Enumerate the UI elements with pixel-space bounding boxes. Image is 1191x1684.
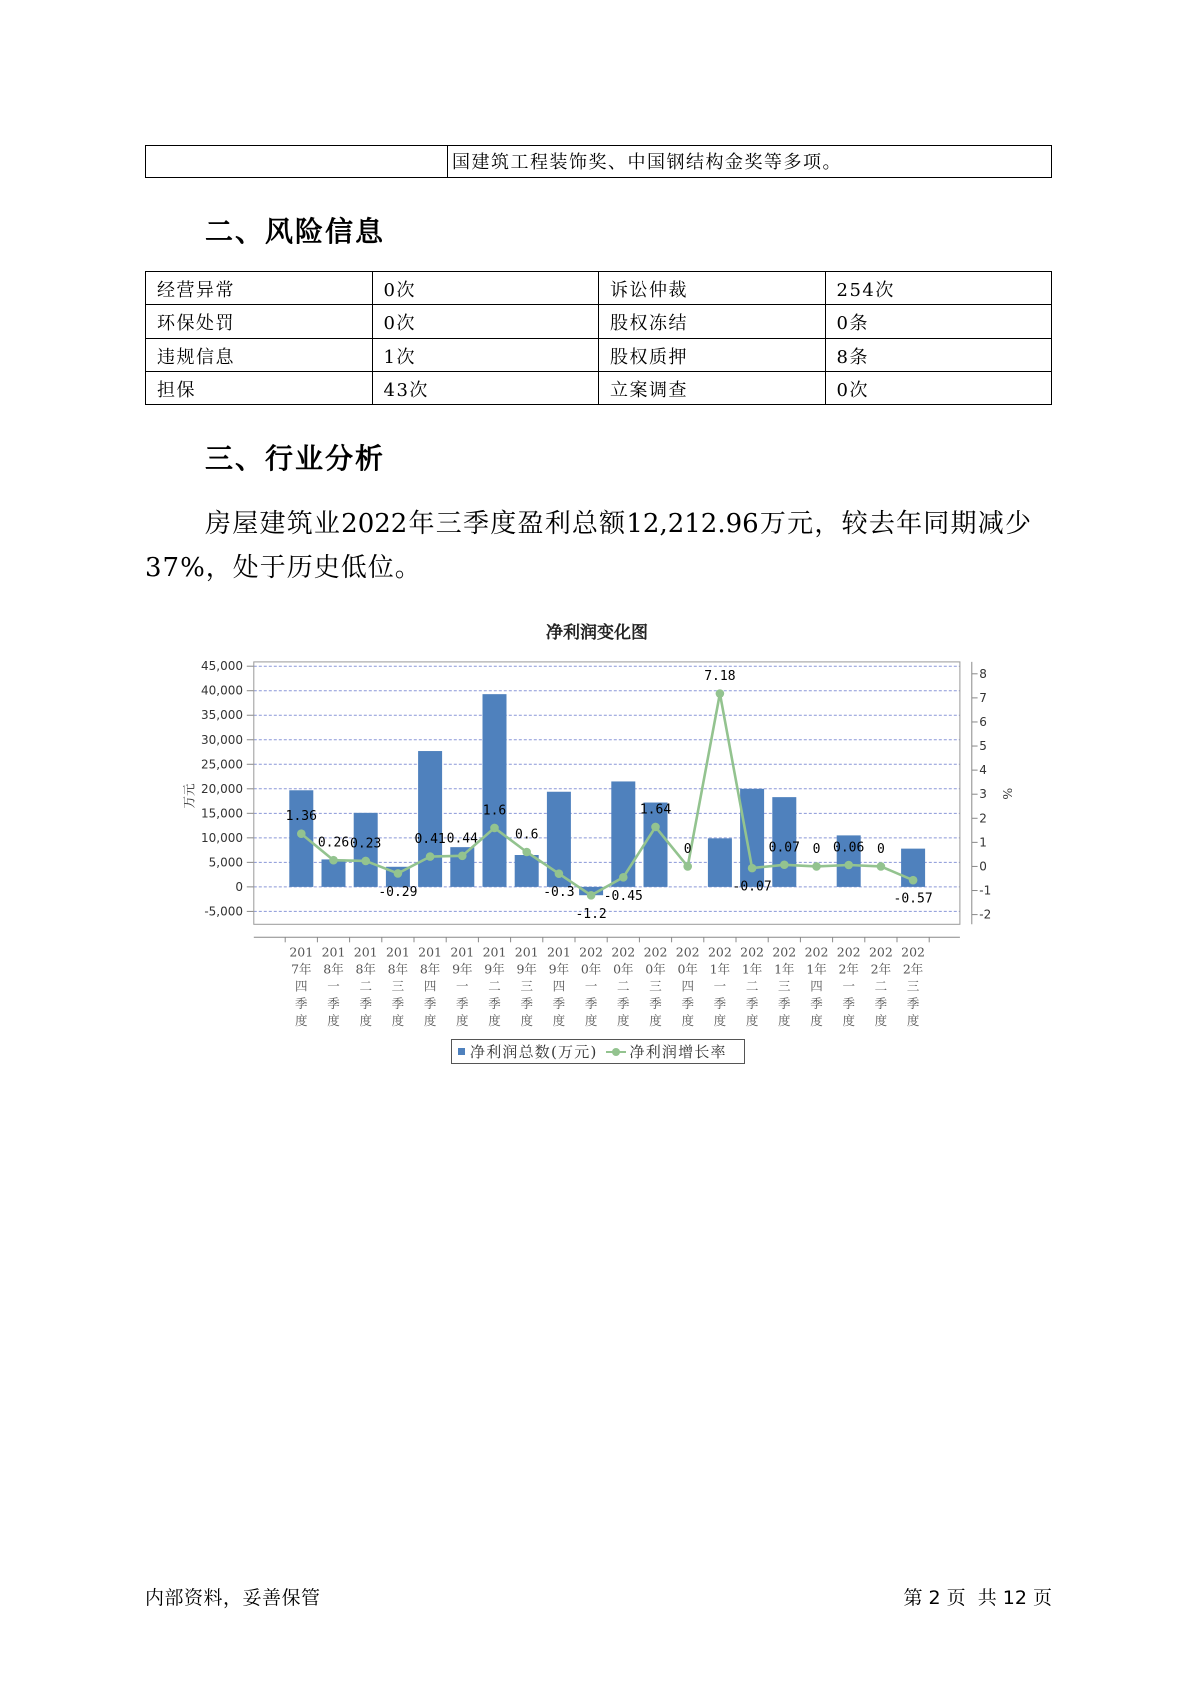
risk-value: 8条 (825, 338, 1052, 371)
y-tick-label: 30,000 (201, 732, 243, 747)
y2-tick-label: -1 (979, 883, 992, 898)
chart-layer (182, 659, 1016, 1027)
x-tick-label: 202 0年三季度 (643, 943, 668, 1028)
line-point (619, 873, 628, 882)
risk-label: 股权质押 (599, 338, 826, 371)
table-row (146, 338, 1052, 371)
line-data-label: -1.2 (575, 906, 607, 922)
x-tick-label: 201 8年三季度 (385, 943, 410, 1028)
risk-label: 股权冻结 (599, 305, 826, 338)
line-data-label: 0.23 (350, 836, 382, 852)
risk-label: 诉讼仲裁 (599, 272, 826, 305)
table-row (146, 305, 1052, 338)
x-tick-label: 201 7年四季度 (289, 943, 314, 1028)
risk-value: 0次 (372, 272, 599, 305)
line-point (877, 862, 886, 871)
y2-tick-label: 8 (979, 666, 987, 681)
bar (611, 781, 635, 886)
line-data-label: 0 (683, 841, 692, 857)
line-data-label: 7.18 (704, 669, 736, 685)
line-point (522, 848, 531, 857)
line-point (780, 860, 789, 869)
x-tick-label: 202 0年二季度 (611, 943, 636, 1028)
y-tick-label: 45,000 (201, 659, 243, 674)
line-point (812, 862, 821, 871)
line-data-label: -0.3 (543, 885, 575, 901)
table-row (146, 272, 1052, 305)
line-data-label: 1.64 (639, 802, 672, 818)
risk-info-table (145, 271, 1052, 405)
risk-value: 1次 (372, 338, 599, 371)
chart-legend (451, 1039, 745, 1064)
bar (708, 838, 732, 887)
x-tick-label: 201 9年三季度 (514, 943, 539, 1028)
footer-confidential-note: 内部资料，妥善保管 (145, 1587, 321, 1609)
table-row (146, 371, 1052, 404)
line-data-label: -0.07 (732, 879, 772, 895)
line-point (329, 856, 338, 865)
y2-tick-label: 3 (979, 787, 987, 802)
line-data-label: 0.07 (768, 840, 800, 856)
bar (515, 855, 539, 887)
line-point (748, 864, 757, 873)
bar (483, 694, 507, 887)
y-tick-label: 40,000 (201, 683, 243, 698)
x-tick-label: 201 8年二季度 (353, 943, 378, 1028)
x-tick-label: 202 1年四季度 (804, 943, 829, 1028)
risk-value: 0条 (825, 305, 1052, 338)
legend-line-marker (612, 1048, 620, 1056)
legend-line-swatch (606, 1047, 626, 1057)
chart-title: 净利润变化图 (546, 623, 648, 643)
y2-tick-label: 5 (979, 739, 987, 754)
line-data-label: 0 (812, 841, 821, 857)
y2-tick-label: 7 (979, 690, 987, 705)
x-tick-label: 202 1年一季度 (707, 943, 732, 1028)
line-point (426, 852, 435, 861)
risk-label: 环保处罚 (146, 305, 373, 338)
y-tick-label: 10,000 (201, 830, 243, 845)
line-point (490, 824, 499, 833)
bar (289, 790, 313, 887)
y2-tick-label: 1 (979, 835, 987, 850)
y-axis-title: 万元 (181, 783, 197, 809)
risk-label: 担保 (146, 371, 373, 404)
line-data-label: 1.36 (285, 809, 317, 825)
risk-value: 43次 (372, 371, 599, 404)
line-point (909, 876, 918, 885)
line-data-label: 0.44 (446, 831, 478, 847)
y-tick-label: -5,000 (204, 904, 243, 919)
y-tick-label: 15,000 (201, 806, 243, 821)
footer-page-number: 第 2 页 共 12 页 (903, 1587, 1052, 1609)
line-data-label: 0 (876, 841, 885, 857)
risk-value: 0次 (372, 305, 599, 338)
paragraph-line: 房屋建筑业2022年三季度盈利总额12,212.96万元，较去年同期减少 (205, 509, 1031, 539)
x-tick-label: 202 0年四季度 (675, 943, 700, 1028)
line-data-label: -0.45 (603, 888, 643, 904)
legend-bar-swatch (458, 1048, 465, 1055)
line-data-label: -0.57 (893, 891, 933, 907)
y2-tick-label: 6 (979, 714, 987, 729)
x-tick-label: 201 8年四季度 (418, 943, 443, 1028)
line-data-label: 0.06 (833, 840, 865, 856)
y-tick-label: 25,000 (201, 757, 243, 772)
y-tick-label: 35,000 (201, 708, 243, 723)
table-cell-empty (146, 146, 448, 177)
previous-table-row (145, 145, 1052, 178)
line-point (716, 689, 725, 698)
line-point (297, 829, 306, 838)
y2-tick-label: -2 (979, 907, 992, 922)
x-tick-label: 201 9年一季度 (450, 943, 475, 1028)
section-heading-risk: 二、风险信息 (205, 215, 386, 248)
x-tick-label: 202 0年一季度 (579, 943, 604, 1028)
line-point (683, 862, 692, 871)
y2-tick-label: 0 (979, 859, 987, 874)
line-point (394, 869, 403, 878)
line-point (651, 823, 660, 832)
net-profit-chart (0, 600, 1191, 1040)
y-tick-label: 5,000 (208, 855, 243, 870)
x-tick-label: 202 2年二季度 (868, 943, 893, 1028)
legend-label-bar: 净利润总数(万元) (470, 1043, 598, 1061)
section-heading-industry: 三、行业分析 (205, 442, 386, 475)
y2-tick-label: 2 (979, 811, 987, 826)
x-tick-label: 202 2年一季度 (836, 943, 861, 1028)
risk-label: 违规信息 (146, 338, 373, 371)
x-tick-label: 201 8年一季度 (321, 943, 346, 1028)
legend-label-line: 净利润增长率 (629, 1043, 727, 1061)
line-data-label: 0.6 (514, 827, 539, 843)
x-tick-label: 202 1年二季度 (740, 943, 765, 1028)
risk-label: 经营异常 (146, 272, 373, 305)
line-data-label: -0.29 (378, 884, 418, 900)
bar (418, 751, 442, 887)
x-tick-label: 201 9年二季度 (482, 943, 507, 1028)
x-tick-label: 201 9年四季度 (546, 943, 571, 1028)
table-cell-awards: 国建筑工程装饰奖、中国钢结构金奖等多项。 (452, 152, 842, 173)
risk-value: 0次 (825, 371, 1052, 404)
risk-label: 立案调查 (599, 371, 826, 404)
y2-axis-title: % (1000, 787, 1015, 800)
growth-line (301, 694, 913, 896)
line-data-label: 1.6 (482, 803, 507, 819)
x-tick-label: 202 2年三季度 (901, 943, 926, 1028)
line-data-label: 0.26 (317, 835, 350, 851)
line-point (458, 852, 467, 861)
x-tick-label: 202 1年三季度 (772, 943, 797, 1028)
line-point (555, 869, 564, 878)
line-data-label: 0.41 (414, 832, 446, 848)
line-point (587, 891, 596, 900)
y-tick-label: 0 (235, 879, 243, 894)
line-point (361, 857, 370, 866)
y-tick-label: 20,000 (201, 781, 243, 796)
y2-tick-label: 4 (979, 763, 987, 778)
risk-value: 254次 (825, 272, 1052, 305)
paragraph-line: 37%，处于历史低位。 (145, 553, 422, 583)
line-point (844, 861, 853, 870)
